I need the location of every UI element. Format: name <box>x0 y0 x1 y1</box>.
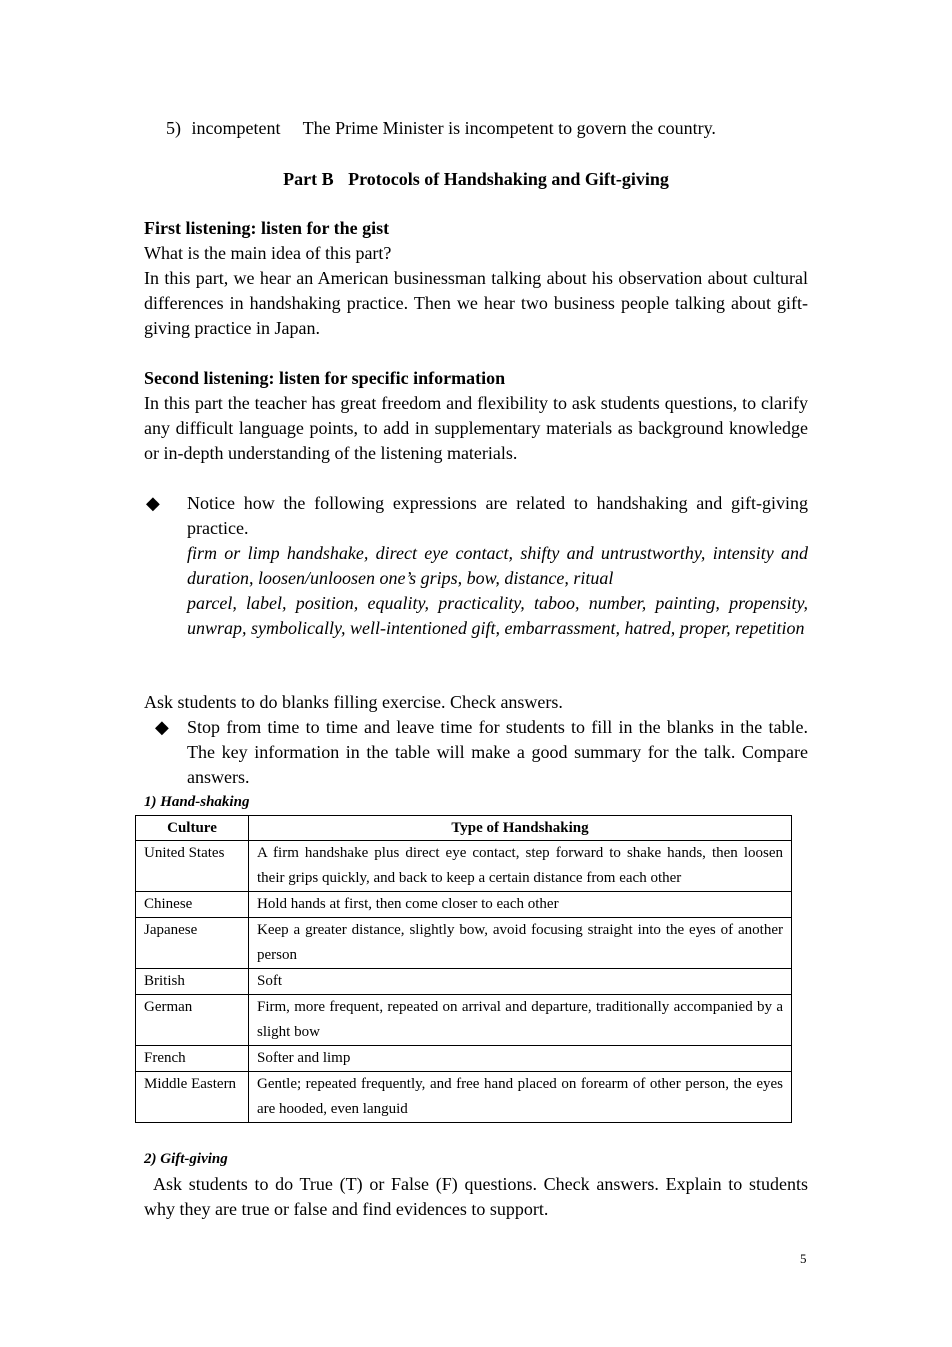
diamond-bullet-icon: ◆ <box>146 493 160 513</box>
giftgiving-caption: 2) Gift-giving <box>144 1151 228 1167</box>
culture-cell: United States <box>136 841 249 892</box>
gift-expressions: parcel, label, position, equality, practicality, taboo, number, painting, propensity, unwrap, symbolically, well-intentioned gift, embarrassment, hatred, proper, repetition <box>187 593 808 638</box>
type-cell: Firm, more frequent, repeated on arrival and departure, traditionally accompanied by a slight bow <box>249 995 792 1046</box>
table-row <box>136 995 792 1046</box>
table-row <box>136 892 792 918</box>
table-row <box>136 918 792 969</box>
item-word: incompetent <box>191 118 281 138</box>
culture-cell: Middle Eastern <box>136 1072 249 1123</box>
culture-cell: Chinese <box>136 892 249 918</box>
diamond-bullet-icon: ◆ <box>155 717 169 737</box>
header-type: Type of Handshaking <box>249 816 792 841</box>
type-cell: Hold hands at first, then come closer to each other <box>249 892 792 918</box>
second-listening-heading: Second listening: listen for specific information <box>144 368 506 388</box>
first-listening-heading: First listening: listen for the gist <box>144 218 390 238</box>
item-number: 5) <box>166 118 181 138</box>
bullet-stop-text: Stop from time to time and leave time for students to fill in the blanks in the table. The key information in the table will make a good summary for the talk. Compare answers. <box>187 717 808 787</box>
type-cell: Soft <box>249 969 792 995</box>
blanks-instruction: Ask students to do blanks filling exercise. Check answers. <box>144 692 563 712</box>
giftgiving-text: Ask students to do True (T) or False (F) questions. Check answers. Explain to students why they are true or false and find evidences to support. <box>144 1174 808 1219</box>
culture-cell: British <box>136 969 249 995</box>
first-listening-question: What is the main idea of this part? <box>144 243 392 263</box>
handshaking-caption: 1) Hand-shaking <box>144 794 250 810</box>
second-listening-body: In this part the teacher has great freedom and flexibility to ask students questions, to clarify any difficult language points, to add in supplementary materials as background knowledge or in-depth understanding of the listening materials. <box>144 393 808 463</box>
culture-cell: Japanese <box>136 918 249 969</box>
bullet-notice-expressions <box>187 491 808 641</box>
type-cell: A firm handshake plus direct eye contact, step forward to shake hands, then loosen their grips quickly, and back to keep a certain distance from each other <box>249 841 792 892</box>
page-number: 5 <box>800 1251 807 1266</box>
type-cell: Softer and limp <box>249 1046 792 1072</box>
item-sentence: The Prime Minister is incompetent to govern the country. <box>302 118 716 138</box>
table-row <box>136 1046 792 1072</box>
handshaking-table <box>135 815 792 1123</box>
handshake-expressions: firm or limp handshake, direct eye contact, shifty and untrustworthy, intensity and duration, loosen/unloosen one’s grips, bow, distance, ritual <box>187 543 808 588</box>
part-label: Part B <box>283 169 334 189</box>
vocabulary-item-5 <box>166 116 716 141</box>
bullet-notice-text: Notice how the following expressions are related to handshaking and gift-giving practice. <box>187 493 808 538</box>
type-cell: Keep a greater distance, slightly bow, avoid focusing straight into the eyes of another person <box>249 918 792 969</box>
table-row <box>136 1072 792 1123</box>
culture-cell: French <box>136 1046 249 1072</box>
type-cell: Gentle; repeated frequently, and free hand placed on forearm of other person, the eyes are hooded, even languid <box>249 1072 792 1123</box>
part-heading: Protocols of Handshaking and Gift-giving <box>348 169 669 189</box>
table-row <box>136 841 792 892</box>
table-row <box>136 969 792 995</box>
first-listening-answer: In this part, we hear an American businessman talking about his observation about cultural differences in handshaking practice. Then we hear two business people talking about gift-giving practice in Japan. <box>144 268 808 338</box>
culture-cell: German <box>136 995 249 1046</box>
header-culture: Culture <box>136 816 249 841</box>
table-header-row <box>136 816 792 841</box>
part-b-title <box>0 167 952 192</box>
